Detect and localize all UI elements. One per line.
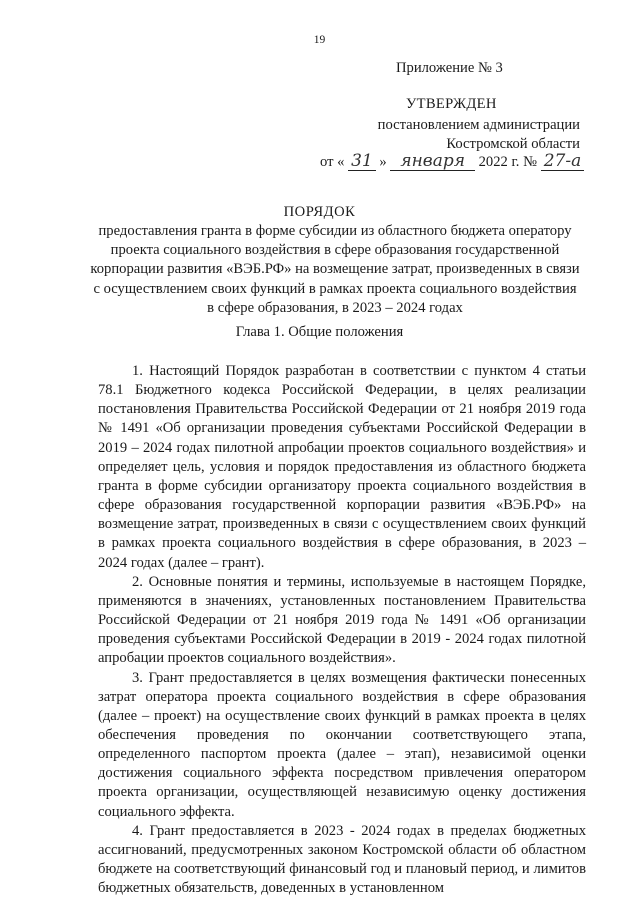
paragraph-1: 1. Настоящий Порядок разработан в соответствии с пунктом 4 статьи 78.1 Бюджетного кодекса Российской Федерации, в целях реализации постановления Правительства Российской Федерации от 21 ноября 2019 года № 1491 «Об организации проведения субъектами Российской Федерации в 2019 – 2024 годах пилотной апробации проектов социального воздействия» и определяет цель, условия и порядок предоставления из областного бюджета гранта в форме субсидии организатору проекта социального воздействия в сфере образования государственной корпорации развития «ВЭБ.РФ» на возмещение затрат, произведенных в связи с осуществлением своих функций в рамках проекта социального воздействия в сфере образования, в 2023 – 2024 годах (далее – грант). xyxy=(98,363,586,571)
approval-line-2: Костромской области xyxy=(446,136,580,152)
year-text: 2022 г. № xyxy=(478,154,538,170)
approval-heading: УТВЕРЖДЕН xyxy=(406,96,497,112)
paragraph-2: 2. Основные понятия и термины, используемые в настоящем Порядке, применяются в значениях, установленных постановлением Правительства Российской Федерации от 21 ноября 2019 года № 1491 «Об организации проведения субъектами Российской Федерации в 2019 - 2024 годах пилотной апробации проектов социального воздействия». xyxy=(98,573,586,667)
page-number: 19 xyxy=(313,34,326,46)
date-prefix: от « xyxy=(320,154,345,170)
document-title: ПОРЯДОК xyxy=(283,204,356,220)
paragraph-4: 4. Грант предоставляется в 2023 - 2024 годах в пределах бюджетных ассигнований, предусмотренных законом Костромской области об областном бюджете на соответствующий финансовый год и плановый период, и лимитов бюджетных обязательств, доведенных в установленном xyxy=(98,822,586,897)
handwritten-day: 31 xyxy=(348,152,376,171)
date-mid: » xyxy=(379,154,387,170)
approval-date-line xyxy=(320,152,584,171)
appendix-label: Приложение № 3 xyxy=(396,60,503,76)
approval-line-1: постановлением администрации xyxy=(377,117,580,133)
body-text xyxy=(98,362,586,898)
document-subtitle: предоставления гранта в форме субсидии из областного бюджета оператору проекта социального воздействия в сфере образования государственной корпорации развития «ВЭБ.РФ» на возмещение затрат, произведенных в связи с осуществлением своих функций в рамках проекта социального воздействия в сфере образования, в 2023 – 2024 годах xyxy=(90,223,580,316)
handwritten-month: января xyxy=(390,152,475,171)
chapter-heading: Глава 1. Общие положения xyxy=(235,324,404,340)
handwritten-number: 27-а xyxy=(541,152,585,171)
paragraph-3: 3. Грант предоставляется в целях возмещения фактически понесенных затрат оператора проекта социального воздействия в сфере образования (далее – проект) на осуществление своих функций в рамках проекта в целях обеспечения проведения по окончании соответствующего этапа, определенного паспортом проекта (далее – этап), независимой оценки достижения социального эффекта посредством привлечения оператором проекта организации, осуществляющей независимую оценку достижения социального эффекта. xyxy=(98,669,586,820)
